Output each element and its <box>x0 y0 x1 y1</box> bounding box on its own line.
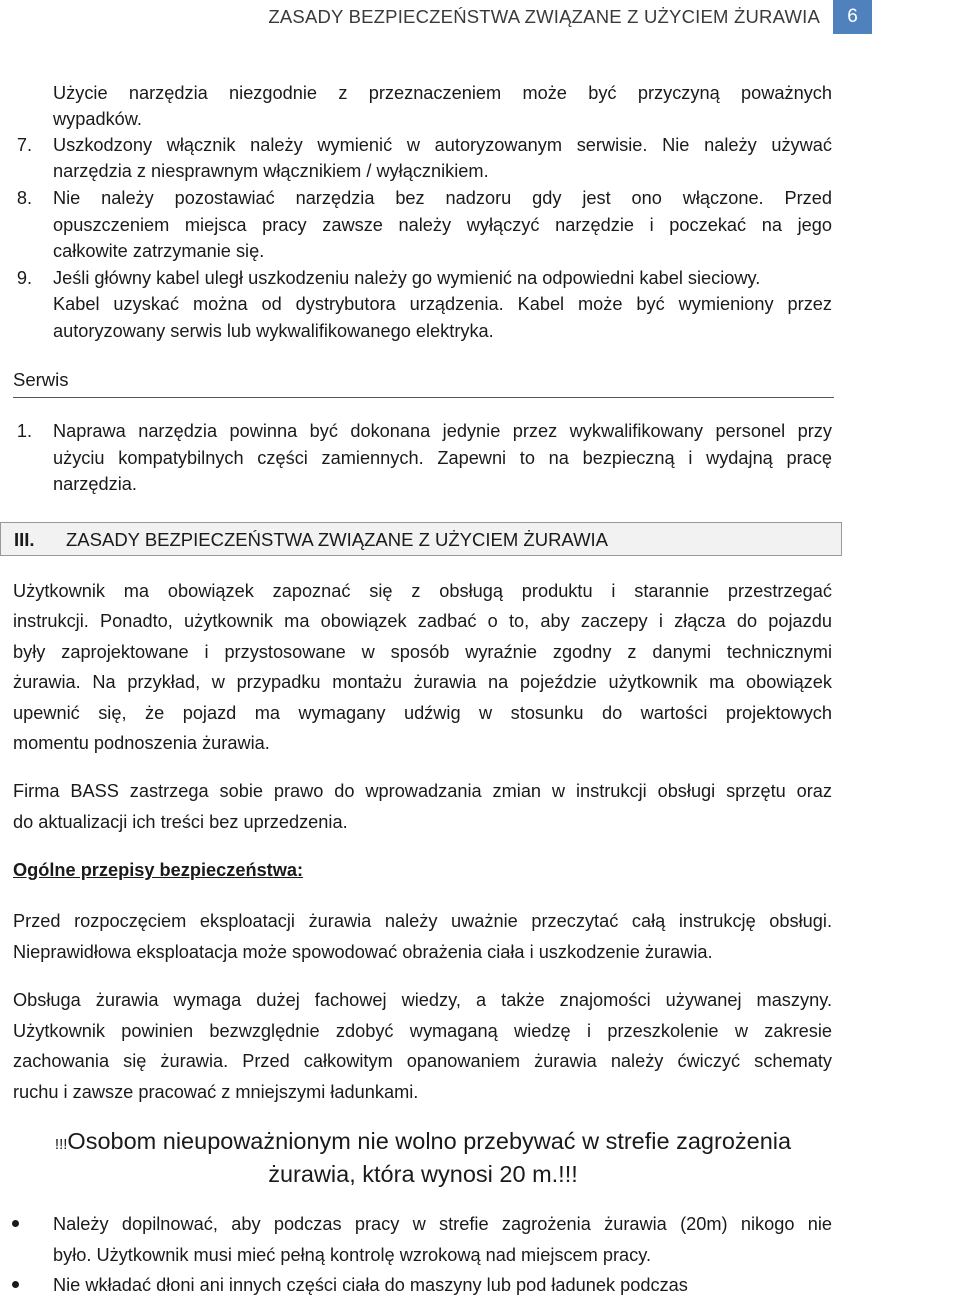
general-safety-heading: Ogólne przepisy bezpieczeństwa: <box>13 860 304 880</box>
list-item-line: całkowite zatrzymanie się. <box>53 241 265 261</box>
paragraph-line: Przed rozpoczęciem eksploatacji żurawia należy uważnie przeczytać całą instrukcję obsługi. <box>13 911 832 931</box>
paragraph-line: Obsługa żurawia wymaga dużej fachowej wiedzy, a także znajomości używanej maszyny. <box>13 990 832 1010</box>
bullet-line: było. Użytkownik musi mieć pełną kontrolę wzrokową nad miejscem pracy. <box>53 1245 652 1265</box>
warning-line-1 <box>0 1125 846 1161</box>
section-title: ZASADY BEZPIECZEŃSTWA ZWIĄZANE Z UŻYCIEM ŻURAWIA <box>66 529 609 550</box>
list-item-line: Uszkodzony włącznik należy wymienić w autoryzowanym serwisie. Nie należy używać <box>53 135 832 155</box>
list-item-line: opuszczeniem miejsca pracy zawsze należy wyłączyć narzędzie i poczekać na jego <box>53 215 832 235</box>
serwis-item-line: użyciu kompatybilnych części zamiennych. Zapewni to na bezpieczną i wydajną pracę <box>53 448 832 468</box>
paragraph-line: do aktualizacji ich treści bez uprzedzenia. <box>13 812 348 832</box>
paragraph-line: Firma BASS zastrzega sobie prawo do wprowadzania zmian w instrukcji obsługi sprzętu oraz <box>13 781 832 801</box>
list-item-number: 7. <box>16 135 32 155</box>
paragraph-line: zachowania się żurawia. Przed całkowitym opanowaniem żurawia należy ćwiczyć schematy <box>13 1051 832 1071</box>
bullet-line: Należy dopilnować, aby podczas pracy w strefie zagrożenia żurawia (20m) nikogo nie <box>53 1214 832 1234</box>
warning-text-1: Osobom nieupoważnionym nie wolno przebywać w strefie zagrożenia <box>67 1128 792 1154</box>
serwis-divider <box>13 397 834 398</box>
paragraph-line: Nieprawidłowa eksploatacja może spowodować obrażenia ciała i uszkodzenie żurawia. <box>13 942 713 962</box>
paragraph-line: Użytkownik powinien bezwzględnie zdobyć wymaganą wiedzę i przeszkolenie w zakresie <box>13 1021 832 1041</box>
bullet-icon <box>12 1220 19 1227</box>
warning-prefix: !!! <box>54 1136 68 1153</box>
paragraph-line: Użytkownik ma obowiązek zapoznać się z obsługą produktu i starannie przestrzegać <box>13 581 832 601</box>
list-item-line: Jeśli główny kabel uległ uszkodzeniu należy go wymienić na odpowiedni kabel sieciowy. <box>53 268 761 288</box>
bullet-line: Nie wkładać dłoni ani innych części ciała do maszyny lub pod ładunek podczas <box>53 1275 688 1295</box>
paragraph-line: żurawia. Na przykład, w przypadku montażu żurawia na pojeździe użytkownik ma obowiązek <box>13 672 832 692</box>
section-heading-box <box>0 522 842 556</box>
paragraph-line: instrukcji. Ponadto, użytkownik ma obowiązek zadbać o to, aby zaczepy i złącza do pojazdu <box>13 611 832 631</box>
paragraph-line: upewnić się, że pojazd ma wymagany udźwig w stosunku do wartości projektowych <box>13 703 832 723</box>
bullet-icon <box>12 1281 19 1288</box>
list-item-number: 1. <box>16 421 32 441</box>
paragraph-line: ruchu i zawsze pracować z mniejszymi ładunkami. <box>13 1082 419 1102</box>
list-continuation-line: Użycie narzędzia niezgodnie z przeznaczeniem może być przyczyną poważnych <box>53 83 832 103</box>
serwis-item-line: narzędzia. <box>53 474 137 494</box>
list-item-line: Kabel uzyskać można od dystrybutora urządzenia. Kabel może być wymieniony przez <box>53 294 832 314</box>
list-item-number: 9. <box>16 268 32 288</box>
page-number-badge: 6 <box>833 0 872 34</box>
list-item-line: autoryzowany serwis lub wykwalifikowanego elektryka. <box>53 321 494 341</box>
paragraph-line: momentu podnoszenia żurawia. <box>13 733 270 753</box>
list-item-line: narzędzia z niesprawnym włącznikiem / wyłącznikiem. <box>53 161 489 181</box>
serwis-heading: Serwis <box>13 369 69 390</box>
paragraph-line: były zaprojektowane i przystosowane w sposób wyraźnie zgodny z danymi technicznymi <box>13 642 832 662</box>
section-numeral: III. <box>14 529 35 550</box>
list-continuation-line: wypadków. <box>53 109 142 129</box>
list-item-number: 8. <box>16 188 32 208</box>
running-header-title: ZASADY BEZPIECZEŃSTWA ZWIĄZANE Z UŻYCIEM ŻURAWIA <box>268 6 820 27</box>
serwis-item-line: Naprawa narzędzia powinna być dokonana jedynie przez wykwalifikowany personel przy <box>53 421 832 441</box>
warning-line-2: żurawia, która wynosi 20 m.!!! <box>268 1161 578 1187</box>
list-item-line: Nie należy pozostawiać narzędzia bez nadzoru gdy jest ono włączone. Przed <box>53 188 832 208</box>
